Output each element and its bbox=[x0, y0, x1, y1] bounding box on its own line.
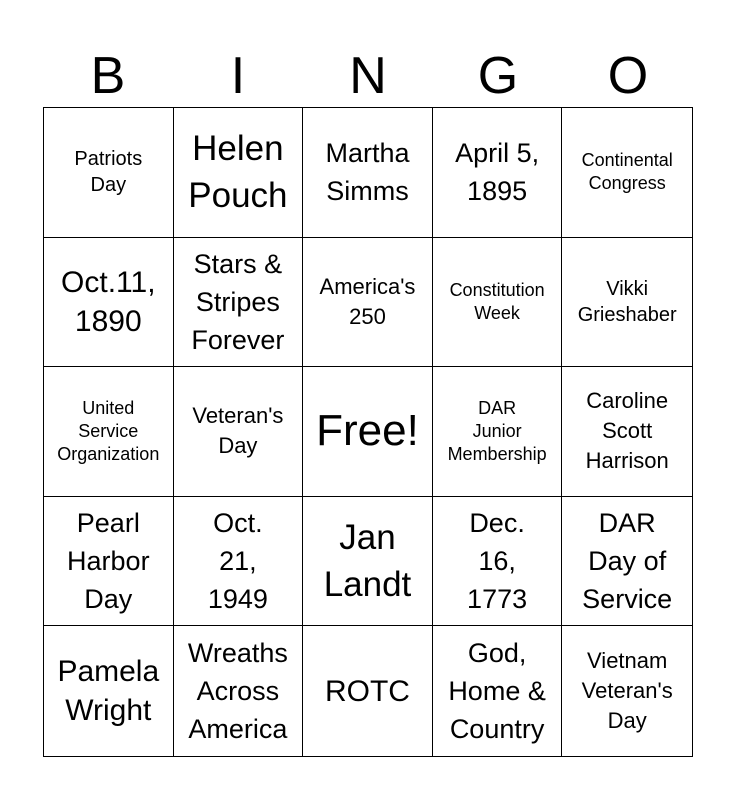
bingo-cell[interactable] bbox=[303, 108, 433, 238]
bingo-cell[interactable] bbox=[44, 626, 174, 756]
bingo-cell[interactable] bbox=[174, 238, 304, 368]
bingo-cell[interactable] bbox=[433, 497, 563, 627]
bingo-cell[interactable] bbox=[303, 497, 433, 627]
cell-label: DAR Junior Membership bbox=[447, 397, 547, 464]
cell-label: Dec. 16, 1773 bbox=[467, 508, 528, 615]
cell-label: Helen Pouch bbox=[188, 129, 288, 216]
header-letter-n: N bbox=[349, 47, 387, 105]
header-letter-i: I bbox=[230, 47, 246, 105]
cell-label: Caroline Scott Harrison bbox=[585, 388, 669, 474]
bingo-cell[interactable] bbox=[433, 238, 563, 368]
bingo-card bbox=[43, 107, 693, 757]
cell-label: Jan Landt bbox=[323, 518, 412, 605]
bingo-cell[interactable] bbox=[562, 497, 692, 627]
cell-label: Veteran's Day bbox=[192, 403, 284, 459]
cell-label: Constitution Week bbox=[449, 279, 545, 323]
cell-label: United Service Organization bbox=[57, 397, 160, 464]
bingo-cell[interactable] bbox=[44, 497, 174, 627]
free-space-label: Free! bbox=[316, 406, 419, 456]
bingo-cell[interactable] bbox=[303, 626, 433, 756]
bingo-cell[interactable] bbox=[44, 108, 174, 238]
cell-label: Oct.11, 1890 bbox=[61, 265, 156, 338]
cell-label: ROTC bbox=[324, 674, 410, 708]
cell-label: Stars & Stripes Forever bbox=[191, 248, 285, 355]
bingo-cell[interactable] bbox=[562, 367, 692, 497]
header-letter-b: B bbox=[90, 47, 126, 105]
cell-label: Vikki Grieshaber bbox=[577, 277, 677, 326]
bingo-cell[interactable] bbox=[303, 238, 433, 368]
bingo-cell[interactable] bbox=[174, 108, 304, 238]
cell-label: Martha Simms bbox=[325, 138, 410, 207]
bingo-cell[interactable] bbox=[562, 238, 692, 368]
bingo-cell[interactable] bbox=[174, 497, 304, 627]
header-letter-g: G bbox=[477, 47, 519, 105]
cell-label: Pamela Wright bbox=[57, 655, 160, 728]
bingo-cell[interactable] bbox=[433, 626, 563, 756]
cell-label: Continental Congress bbox=[581, 150, 673, 194]
cell-label: Wreaths Across America bbox=[187, 638, 288, 745]
cell-label: Pearl Harbor Day bbox=[67, 508, 150, 615]
cell-label: Patriots Day bbox=[74, 148, 143, 197]
bingo-cell[interactable] bbox=[174, 626, 304, 756]
bingo-cell[interactable] bbox=[433, 367, 563, 497]
bingo-cell[interactable] bbox=[562, 626, 692, 756]
bingo-header bbox=[43, 44, 693, 108]
cell-label: April 5, 1895 bbox=[455, 138, 540, 207]
cell-label: God, Home & Country bbox=[448, 638, 546, 745]
cell-label: Vietnam Veteran's Day bbox=[581, 648, 673, 734]
bingo-cell[interactable] bbox=[174, 367, 304, 497]
cell-label: DAR Day of Service bbox=[582, 508, 673, 615]
bingo-cell[interactable] bbox=[562, 108, 692, 238]
header-letter-o: O bbox=[607, 47, 649, 105]
free-space-cell[interactable] bbox=[303, 367, 433, 497]
bingo-cell[interactable] bbox=[44, 367, 174, 497]
cell-label: Oct. 21, 1949 bbox=[207, 508, 268, 615]
bingo-cell[interactable] bbox=[44, 238, 174, 368]
bingo-cell[interactable] bbox=[433, 108, 563, 238]
cell-label: America's 250 bbox=[319, 273, 416, 329]
